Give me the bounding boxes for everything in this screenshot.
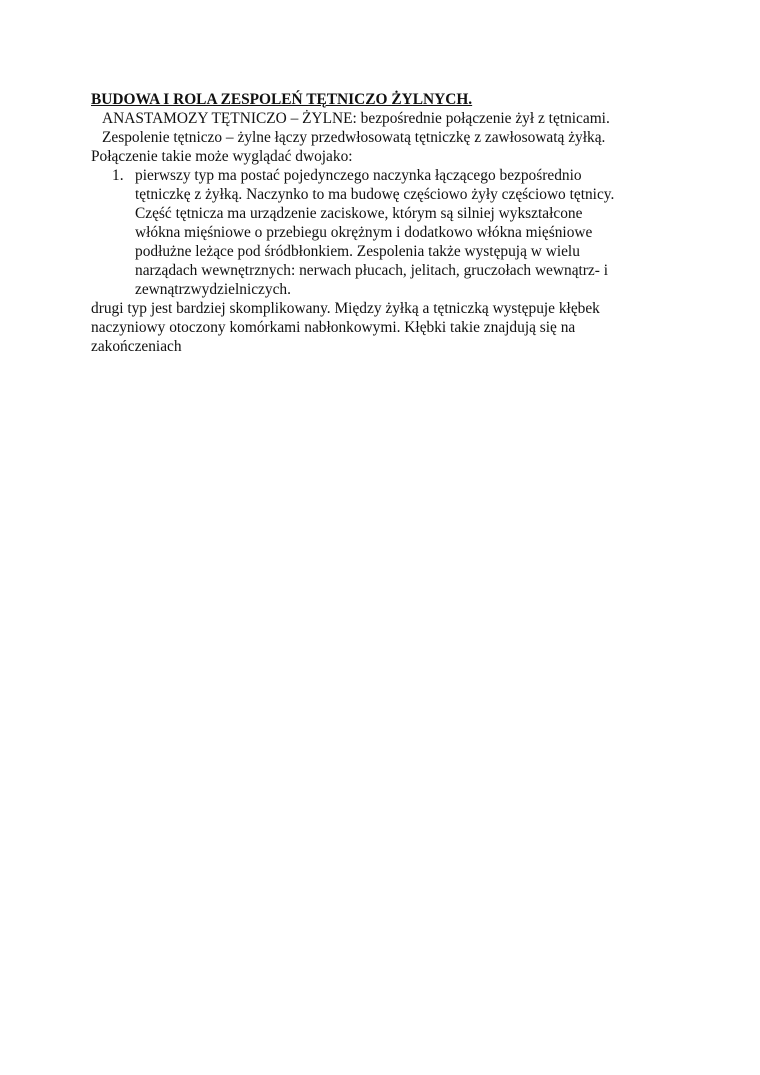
closing-line: drugi typ jest bardziej skomplikowany. Między żyłką a tętniczką występuje kłębek xyxy=(91,300,600,317)
list-item-line: podłużne leżące pod śródbłonkiem. Zespolenia także występują w wielu xyxy=(135,243,580,260)
list-item-number: 1. xyxy=(112,167,124,184)
list-item-line: włókna mięśniowe o przebiegu okrężnym i dodatkowo włókna mięśniowe xyxy=(135,224,593,241)
list-item xyxy=(91,166,691,299)
list-item-text xyxy=(135,166,675,299)
document-title: BUDOWA I ROLA ZESPOLEŃ TĘTNICZO ŻYLNYCH. xyxy=(91,91,473,108)
intro-line-zespolenie: Zespolenie tętniczo – żylne łączy przedwłosowatą tętniczkę z zawłosowatą żyłką. xyxy=(102,129,606,146)
closing-line: naczyniowy otoczony komórkami nabłonkowymi. Kłębki takie znajdują się na xyxy=(91,319,576,336)
list-item-line: narządach wewnętrznych: nerwach płucach, jelitach, gruczołach wewnątrz- i xyxy=(135,262,609,279)
intro-line-polaczenie: Połączenie takie może wyglądać dwojako: xyxy=(91,148,353,165)
intro-line-anastamozy: ANASTAMOZY TĘTNICZO – ŻYLNE: bezpośrednie połączenie żył z tętnicami. xyxy=(102,110,610,127)
list-item-line: pierwszy typ ma postać pojedynczego naczynka łączącego bezpośrednio xyxy=(135,167,582,184)
closing-line: zakończeniach xyxy=(91,338,182,355)
list-item-line: tętniczkę z żyłką. Naczynko to ma budowę częściowo żyły częściowo tętnicy. xyxy=(135,186,615,203)
list-item-line: zewnątrzwydzielniczych. xyxy=(135,281,291,298)
closing-paragraph xyxy=(91,299,600,356)
numbered-list xyxy=(91,166,691,299)
list-item-line: Część tętnicza ma urządzenie zaciskowe, którym są silniej wykształcone xyxy=(135,205,583,222)
